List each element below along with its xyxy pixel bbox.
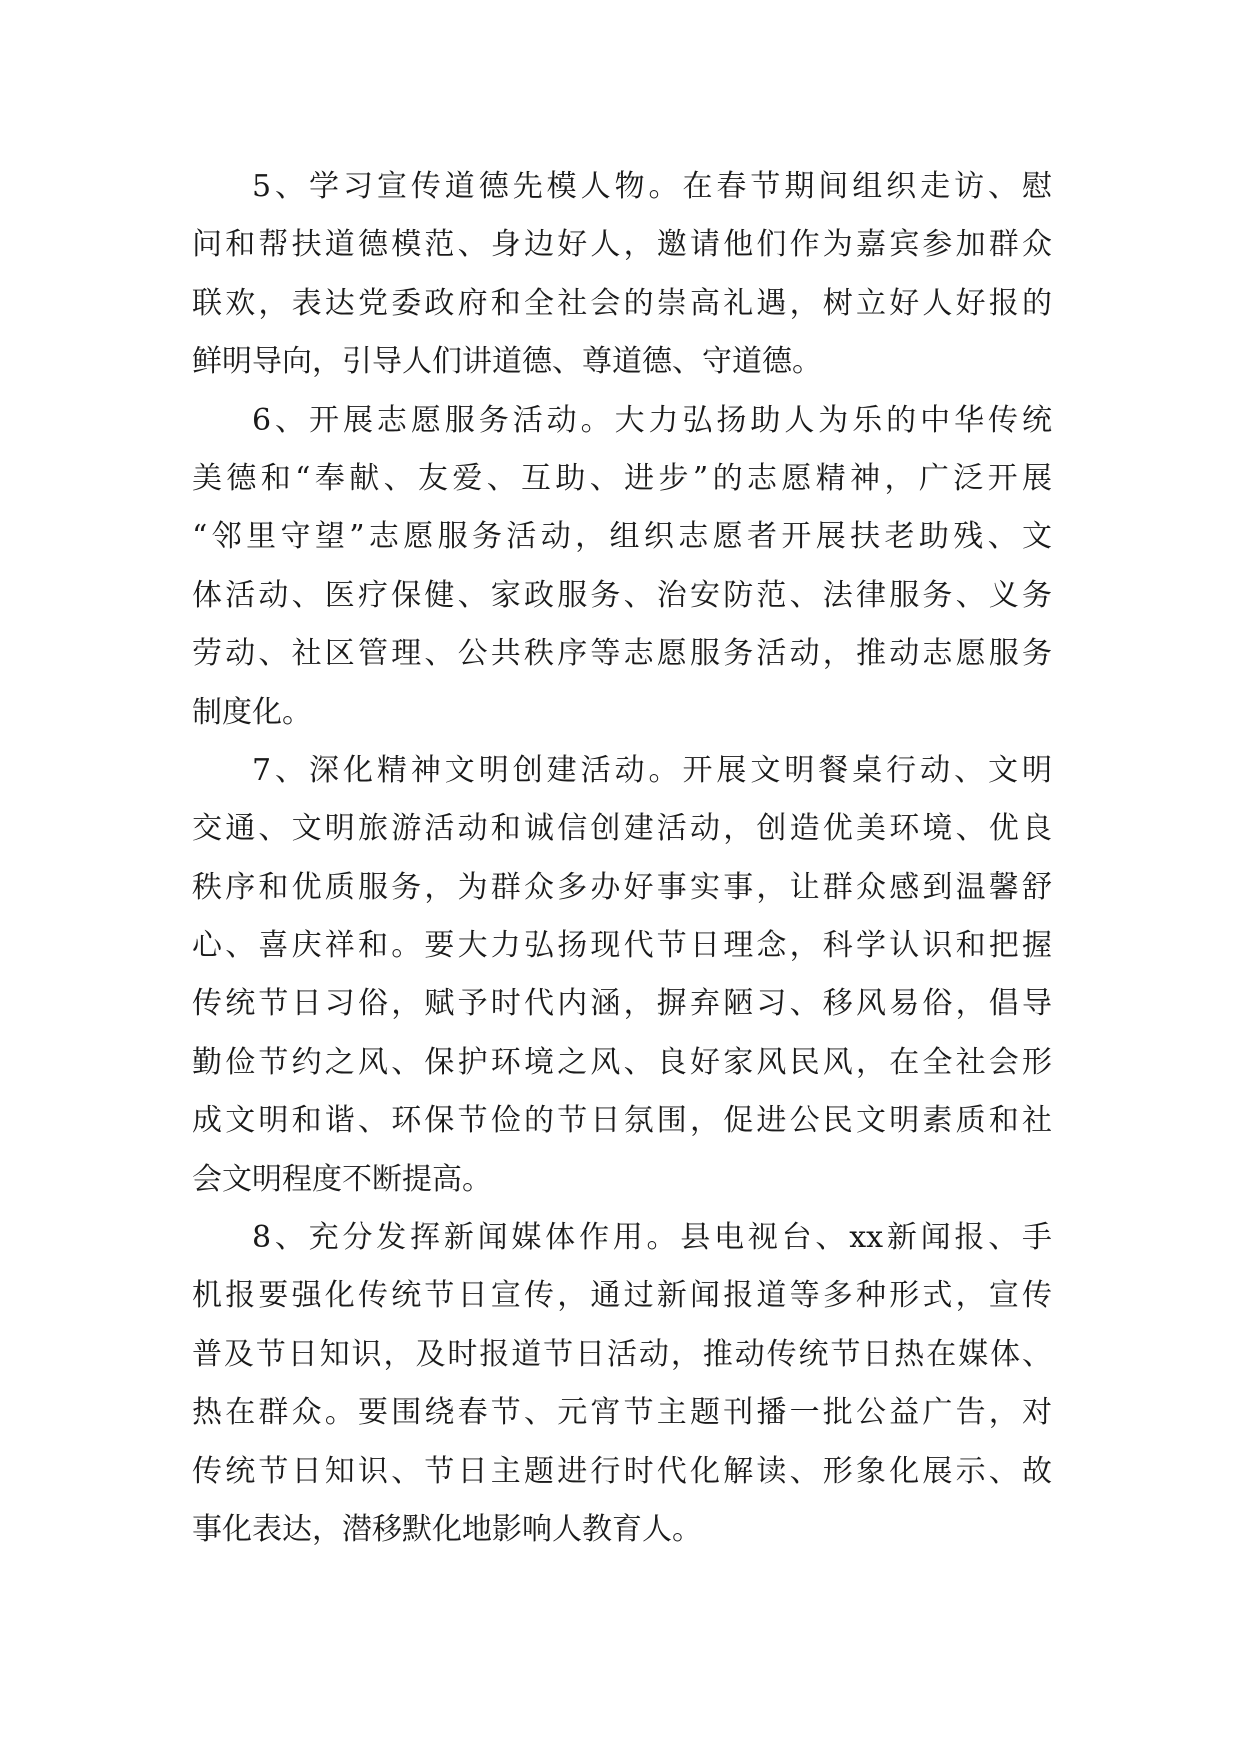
paragraph-line: 心、喜庆祥和。要大力弘扬现代节日理念，科学认识和把握 — [192, 928, 1052, 964]
paragraph-line: 机报要强化传统节日宣传，通过新闻报道等多种形式，宣传 — [192, 1278, 1052, 1314]
paragraph-line: 体活动、医疗保健、家政服务、治安防范、法律服务、义务 — [192, 577, 1052, 613]
document-body — [192, 158, 1052, 1559]
paragraph-line: 会文明程度不断提高。 — [192, 1161, 492, 1197]
paragraph-line: 秩序和优质服务，为群众多办好事实事，让群众感到温馨舒 — [192, 869, 1052, 905]
paragraph-line: 制度化。 — [192, 694, 312, 730]
paragraph-line: 5、学习宣传道德先模人物。在春节期间组织走访、慰 — [252, 169, 1052, 204]
paragraph-6 — [192, 392, 1052, 742]
paragraph-8 — [192, 1209, 1052, 1559]
paragraph-line: 普及节日知识，及时报道节日活动，推动传统节日热在媒体、 — [192, 1336, 1052, 1372]
paragraph-line: 8、充分发挥新闻媒体作用。县电视台、xx新闻报、手 — [252, 1220, 1052, 1256]
paragraph-line: 7、深化精神文明创建活动。开展文明餐桌行动、文明 — [252, 752, 1052, 788]
paragraph-line: 6、开展志愿服务活动。大力弘扬助人为乐的中华传统 — [252, 402, 1052, 438]
paragraph-line: 美德和“奉献、友爱、互助、进步”的志愿精神，广泛开展 — [192, 460, 1052, 496]
paragraph-7 — [192, 742, 1052, 1209]
paragraph-line: 成文明和谐、环保节俭的节日氛围，促进公民文明素质和社 — [192, 1103, 1052, 1139]
paragraph-line: 勤俭节约之风、保护环境之风、良好家风民风，在全社会形 — [192, 1044, 1052, 1080]
paragraph-line: 传统节日习俗，赋予时代内涵，摒弃陋习、移风易俗，倡导 — [192, 986, 1052, 1022]
paragraph-line: 问和帮扶道德模范、身边好人，邀请他们作为嘉宾参加群众 — [192, 227, 1052, 263]
paragraph-line: 传统节日知识、节日主题进行时代化解读、形象化展示、故 — [192, 1453, 1052, 1489]
paragraph-line: 交通、文明旅游活动和诚信创建活动，创造优美环境、优良 — [192, 811, 1052, 847]
paragraph-line: 劳动、社区管理、公共秩序等志愿服务活动，推动志愿服务 — [192, 636, 1052, 672]
paragraph-line: 热在群众。要围绕春节、元宵节主题刊播一批公益广告，对 — [192, 1395, 1052, 1431]
paragraph-line: 事化表达，潜移默化地影响人教育人。 — [192, 1511, 702, 1547]
paragraph-line: “邻里守望”志愿服务活动，组织志愿者开展扶老助残、文 — [192, 519, 1052, 555]
paragraph-line: 联欢，表达党委政府和全社会的崇高礼遇，树立好人好报的 — [192, 285, 1052, 321]
paragraph-line: 鲜明导向，引导人们讲道德、尊道德、守道德。 — [192, 344, 822, 380]
paragraph-5 — [192, 158, 1052, 392]
